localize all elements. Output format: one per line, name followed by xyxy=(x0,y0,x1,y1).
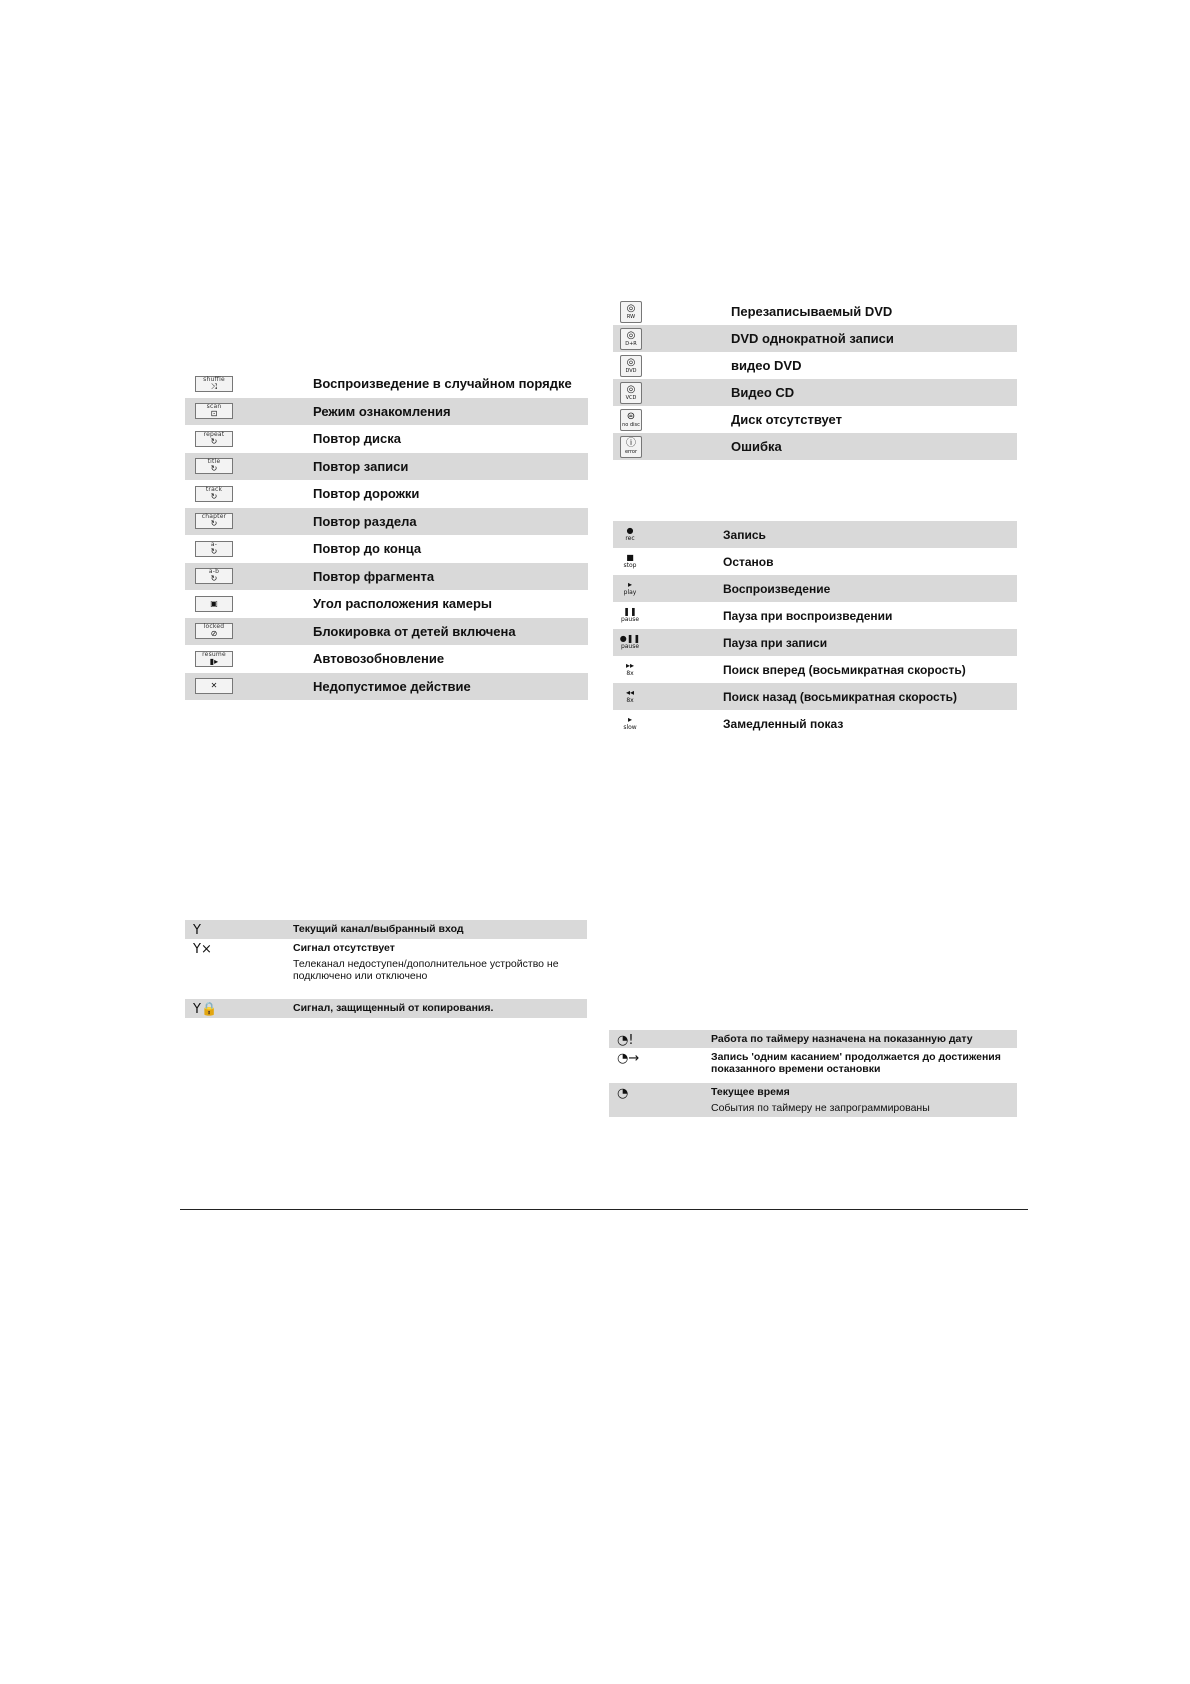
table-row xyxy=(613,710,1017,737)
row-label: Воспроизведение в случайном порядке xyxy=(313,376,572,392)
playback-status-table xyxy=(185,370,588,700)
table-row xyxy=(613,656,1017,683)
table-row xyxy=(613,379,1017,406)
repeat-title-icon: title ↻ xyxy=(195,458,233,474)
table-row xyxy=(185,425,588,453)
invalid-action-icon: ✕ xyxy=(195,678,233,694)
no-disc-icon: ⊜ no disc xyxy=(620,409,642,431)
rewind-icon: ◂◂ 8x xyxy=(625,688,635,704)
video-cd-icon: ◎ VCD xyxy=(620,382,642,404)
table-row xyxy=(613,325,1017,352)
table-row xyxy=(613,683,1017,710)
row-label: Замедленный показ xyxy=(723,716,844,731)
table-row xyxy=(613,629,1017,656)
shuffle-icon: shuffle ⤨ xyxy=(195,376,233,392)
row-label: Ошибка xyxy=(731,439,782,454)
disc-type-table xyxy=(613,298,1017,460)
row-label: Блокировка от детей включена xyxy=(313,623,516,639)
stop-icon: ■ stop xyxy=(623,553,637,569)
table-row xyxy=(185,563,588,591)
row-label: DVD однократной записи xyxy=(731,331,894,346)
table-row xyxy=(185,508,588,536)
fast-forward-icon: ▸▸ 8x xyxy=(625,661,635,677)
row-title: Текущее время xyxy=(711,1086,790,1098)
table-row xyxy=(185,999,587,1018)
repeat-ab-icon: a-b ↻ xyxy=(195,568,233,584)
table-row xyxy=(613,298,1017,325)
row-label: Поиск назад (восьмикратная скорость) xyxy=(723,689,957,704)
footer-rule xyxy=(180,1209,1028,1210)
row-title: Работа по таймеру назначена на показанную дату xyxy=(711,1033,973,1045)
row-title: Текущий канал/выбранный вход xyxy=(293,923,464,935)
row-label: Поиск вперед (восьмикратная скорость) xyxy=(723,662,966,677)
table-row xyxy=(185,398,588,426)
slow-icon: ▸ slow xyxy=(623,715,637,731)
table-row xyxy=(609,1083,1017,1117)
row-label: Пауза при записи xyxy=(723,635,828,650)
row-title: Сигнал отсутствует xyxy=(293,942,395,954)
timer-set-icon: ◔! xyxy=(617,1033,634,1048)
row-label: Диск отсутствует xyxy=(731,412,842,427)
row-label: Повтор диска xyxy=(313,431,402,447)
error-icon: ⓘ error xyxy=(620,436,642,458)
antenna-icon: Y xyxy=(193,923,201,938)
record-icon: ● rec xyxy=(625,526,635,542)
no-signal-icon: Y× xyxy=(193,942,212,957)
table-row xyxy=(185,939,587,999)
table-row xyxy=(613,602,1017,629)
dvd-r-icon: ◎ D+R xyxy=(620,328,642,350)
repeat-track-icon: track ↻ xyxy=(195,486,233,502)
copy-protected-icon: Y🔒 xyxy=(193,1002,218,1017)
table-row xyxy=(613,548,1017,575)
table-row xyxy=(185,673,588,701)
row-label: Останов xyxy=(723,554,774,569)
camera-angle-icon: ▣ xyxy=(195,596,233,612)
row-label: Повтор до конца xyxy=(313,541,422,557)
row-label: Режим ознакомления xyxy=(313,403,451,419)
row-label: Запись xyxy=(723,527,766,542)
clock-icon: ◔ xyxy=(617,1086,629,1101)
scan-icon: scan ⊡ xyxy=(195,403,233,419)
row-label: Автовозобновление xyxy=(313,651,445,667)
record-pause-icon: ●❚❚ pause xyxy=(619,634,641,650)
table-row xyxy=(185,920,587,939)
table-row xyxy=(613,406,1017,433)
dvd-video-icon: ◎ DVD xyxy=(620,355,642,377)
table-row xyxy=(185,370,588,398)
row-title: Запись 'одним касанием' продолжается до достижения показанного времени остановки xyxy=(711,1051,1001,1075)
table-row xyxy=(613,433,1017,460)
row-label: Повтор раздела xyxy=(313,513,417,529)
table-row xyxy=(609,1030,1017,1048)
table-row xyxy=(185,453,588,481)
table-row xyxy=(185,590,588,618)
row-label: Угол расположения камеры xyxy=(313,596,492,612)
dvd-rw-icon: ◎ RW xyxy=(620,301,642,323)
transport-status-table xyxy=(613,521,1017,737)
table-row xyxy=(185,480,588,508)
table-row xyxy=(185,535,588,563)
child-lock-icon: locked ⊘ xyxy=(195,623,233,639)
row-description: События по таймеру не запрограммированы xyxy=(711,1102,930,1114)
repeat-to-end-icon: a- ↻ xyxy=(195,541,233,557)
repeat-chapter-icon: chapter ↻ xyxy=(195,513,233,529)
row-title: Сигнал, защищенный от копирования. xyxy=(293,1002,494,1014)
row-label: видео DVD xyxy=(731,358,802,373)
timer-status-table xyxy=(609,1030,1017,1117)
row-label: Повтор дорожки xyxy=(313,486,420,502)
row-label: Недопустимое действие xyxy=(313,678,471,694)
one-touch-record-icon: ◔→ xyxy=(617,1051,640,1066)
resume-icon: resume ▮▸ xyxy=(195,651,233,667)
table-row xyxy=(613,352,1017,379)
row-label: Пауза при воспроизведении xyxy=(723,608,893,623)
row-label: Видео CD xyxy=(731,385,795,400)
row-label: Перезаписываемый DVD xyxy=(731,304,893,319)
play-icon: ▸ play xyxy=(623,580,637,596)
repeat-disc-icon: repeat ↻ xyxy=(195,431,233,447)
table-row xyxy=(613,521,1017,548)
signal-status-table xyxy=(185,920,587,1018)
table-row xyxy=(185,618,588,646)
row-label: Повтор записи xyxy=(313,458,409,474)
pause-icon: ❚❚ pause xyxy=(620,607,640,623)
table-row xyxy=(185,645,588,673)
row-label: Повтор фрагмента xyxy=(313,568,435,584)
table-row xyxy=(609,1048,1017,1083)
row-description: Телеканал недоступен/дополнительное устройство не подключено или отключено xyxy=(293,958,559,982)
table-row xyxy=(613,575,1017,602)
row-label: Воспроизведение xyxy=(723,581,831,596)
